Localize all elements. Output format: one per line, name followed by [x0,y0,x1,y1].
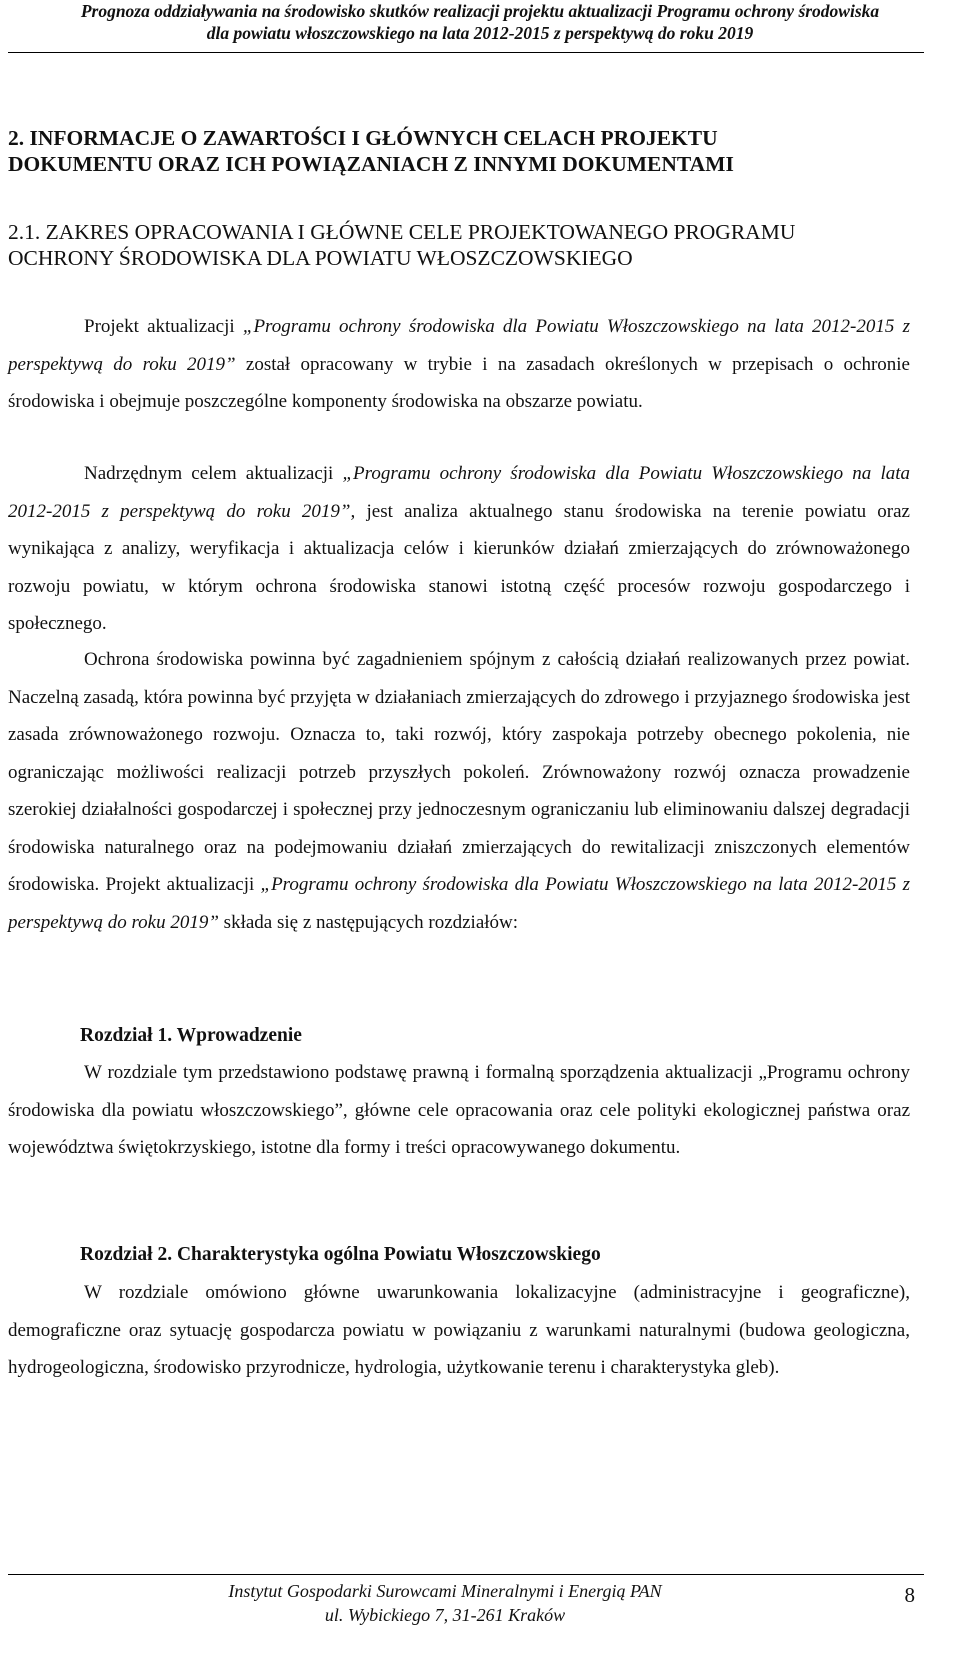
subsection-heading [8,219,928,271]
chapter-2-title: Rozdział 2. Charakterystyka ogólna Powiatu Włoszczowskiego [80,1244,601,1265]
page-number: 8 [904,1583,915,1607]
p3-title: „Programu ochrony środowiska dla Powiatu Włoszczowskiego na lata 2012-2015 z perspektywą do roku 2019” [8,874,910,933]
p2-title: „Programu ochrony środowiska dla Powiatu Włoszczowskiego na lata 2012-2015 z perspektywą do roku 2019”, [8,463,911,522]
p2-end: jest analiza aktualnego stanu środowiska na terenie powiatu oraz wynikająca z analizy, weryfikacja i aktualizacja celów i kierunków działań zmierzających do zrównoważonego rozwoju powiatu, w którym ochrona środowiska stanowi istotną część procesów rozwoju gospodarczego i społecznego. [8,500,910,634]
header-line-1: Prognoza oddziaływania na środowisko skutków realizacji projektu aktualizacji Programu ochrony środowiska [80,1,880,21]
footer-line-2: ul. Wybickiego 7, 31-261 Kraków [324,1605,566,1625]
footer-rule [8,1574,924,1575]
p3-end: składa się z następujących rozdziałów: [218,911,519,933]
chapter-1-text: W rozdziale tym przedstawiono podstawę prawną i formalną sporządzenia aktualizacji „Programu ochrony środowiska dla powiatu włoszczowskiego”, główne cele opracowania oraz cele polityki ekologicznej państwa oraz województwa świętokrzyskiego, istotne dla formy i treści opracowywanego dokumentu. [8,1062,910,1158]
p1-start: Projekt aktualizacji [84,316,243,337]
paragraph-2 [8,455,910,643]
running-header [0,0,960,44]
p3-start: Ochrona środowiska powinna być zagadnieniem spójnym z całością działań realizowanych przez powiat. Naczelną zasadą, która powinna być przyjęta w działaniach zmierzających do zdrowego i przyjaznego środowiska jest zasada zrównoważonego rozwoju. Oznacza to, taki rozwój, który zaspokaja potrzeby obecnego pokolenia, nie ograniczając możliwości realizacji potrzeb przyszłych pokoleń. Zrównoważony rozwój oznacza prowadzenie szerokiej działalności gospodarczej i społecznej przy jednoczesnym ograniczaniu lub eliminowaniu dalszej degradacji środowiska naturalnego oraz na podejmowaniu działań zmierzających do rewitalizacji zniszczonych elementów środowiska. Projekt aktualizacji [8,649,910,895]
p2-start: Nadrzędnym celem aktualizacji [84,463,343,484]
subsection-heading-line-1: 2.1. ZAKRES OPRACOWANIA I GŁÓWNE CELE PROJEKTOWANEGO PROGRAMU [8,220,796,244]
p1-title: „Programu ochrony środowiska dla Powiatu Włoszczowskiego na lata 2012-2015 z perspektywą do roku 2019” [8,316,910,375]
section-heading [8,125,928,177]
paragraph-3 [8,641,910,941]
chapter-1-title: Rozdział 1. Wprowadzenie [80,1025,302,1046]
subsection-heading-line-2: OCHRONY ŚRODOWISKA DLA POWIATU WŁOSZCZOWSKIEGO [8,246,633,270]
footer-line-1: Instytut Gospodarki Surowcami Mineralnymi i Energią PAN [228,1581,662,1601]
chapter-2-text: W rozdziale omówiono główne uwarunkowania lokalizacyjne (administracyjne i geograficzne), demograficzne oraz sytuację gospodarcza powiatu w powiązaniu z warunkami naturalnymi (budowa geologiczna, hydrogeologiczna, środowisko przyrodnicze, hydrologia, użytkowanie terenu i charakterystyka gleb). [8,1282,910,1378]
header-line-2: dla powiatu włoszczowskiego na lata 2012-2015 z perspektywą do roku 2019 [206,23,754,43]
section-heading-line-2: DOKUMENTU ORAZ ICH POWIĄZANIACH Z INNYMI DOKUMENTAMI [8,152,734,176]
p1-end: został opracowany w trybie i na zasadach określonych w przepisach o ochronie środowiska i obejmuje poszczególne komponenty środowiska na obszarze powiatu. [8,353,910,412]
section-heading-line-1: 2. INFORMACJE O ZAWARTOŚCI I GŁÓWNYCH CELACH PROJEKTU [8,126,718,150]
header-rule [8,52,924,53]
paragraph-1 [8,308,910,421]
